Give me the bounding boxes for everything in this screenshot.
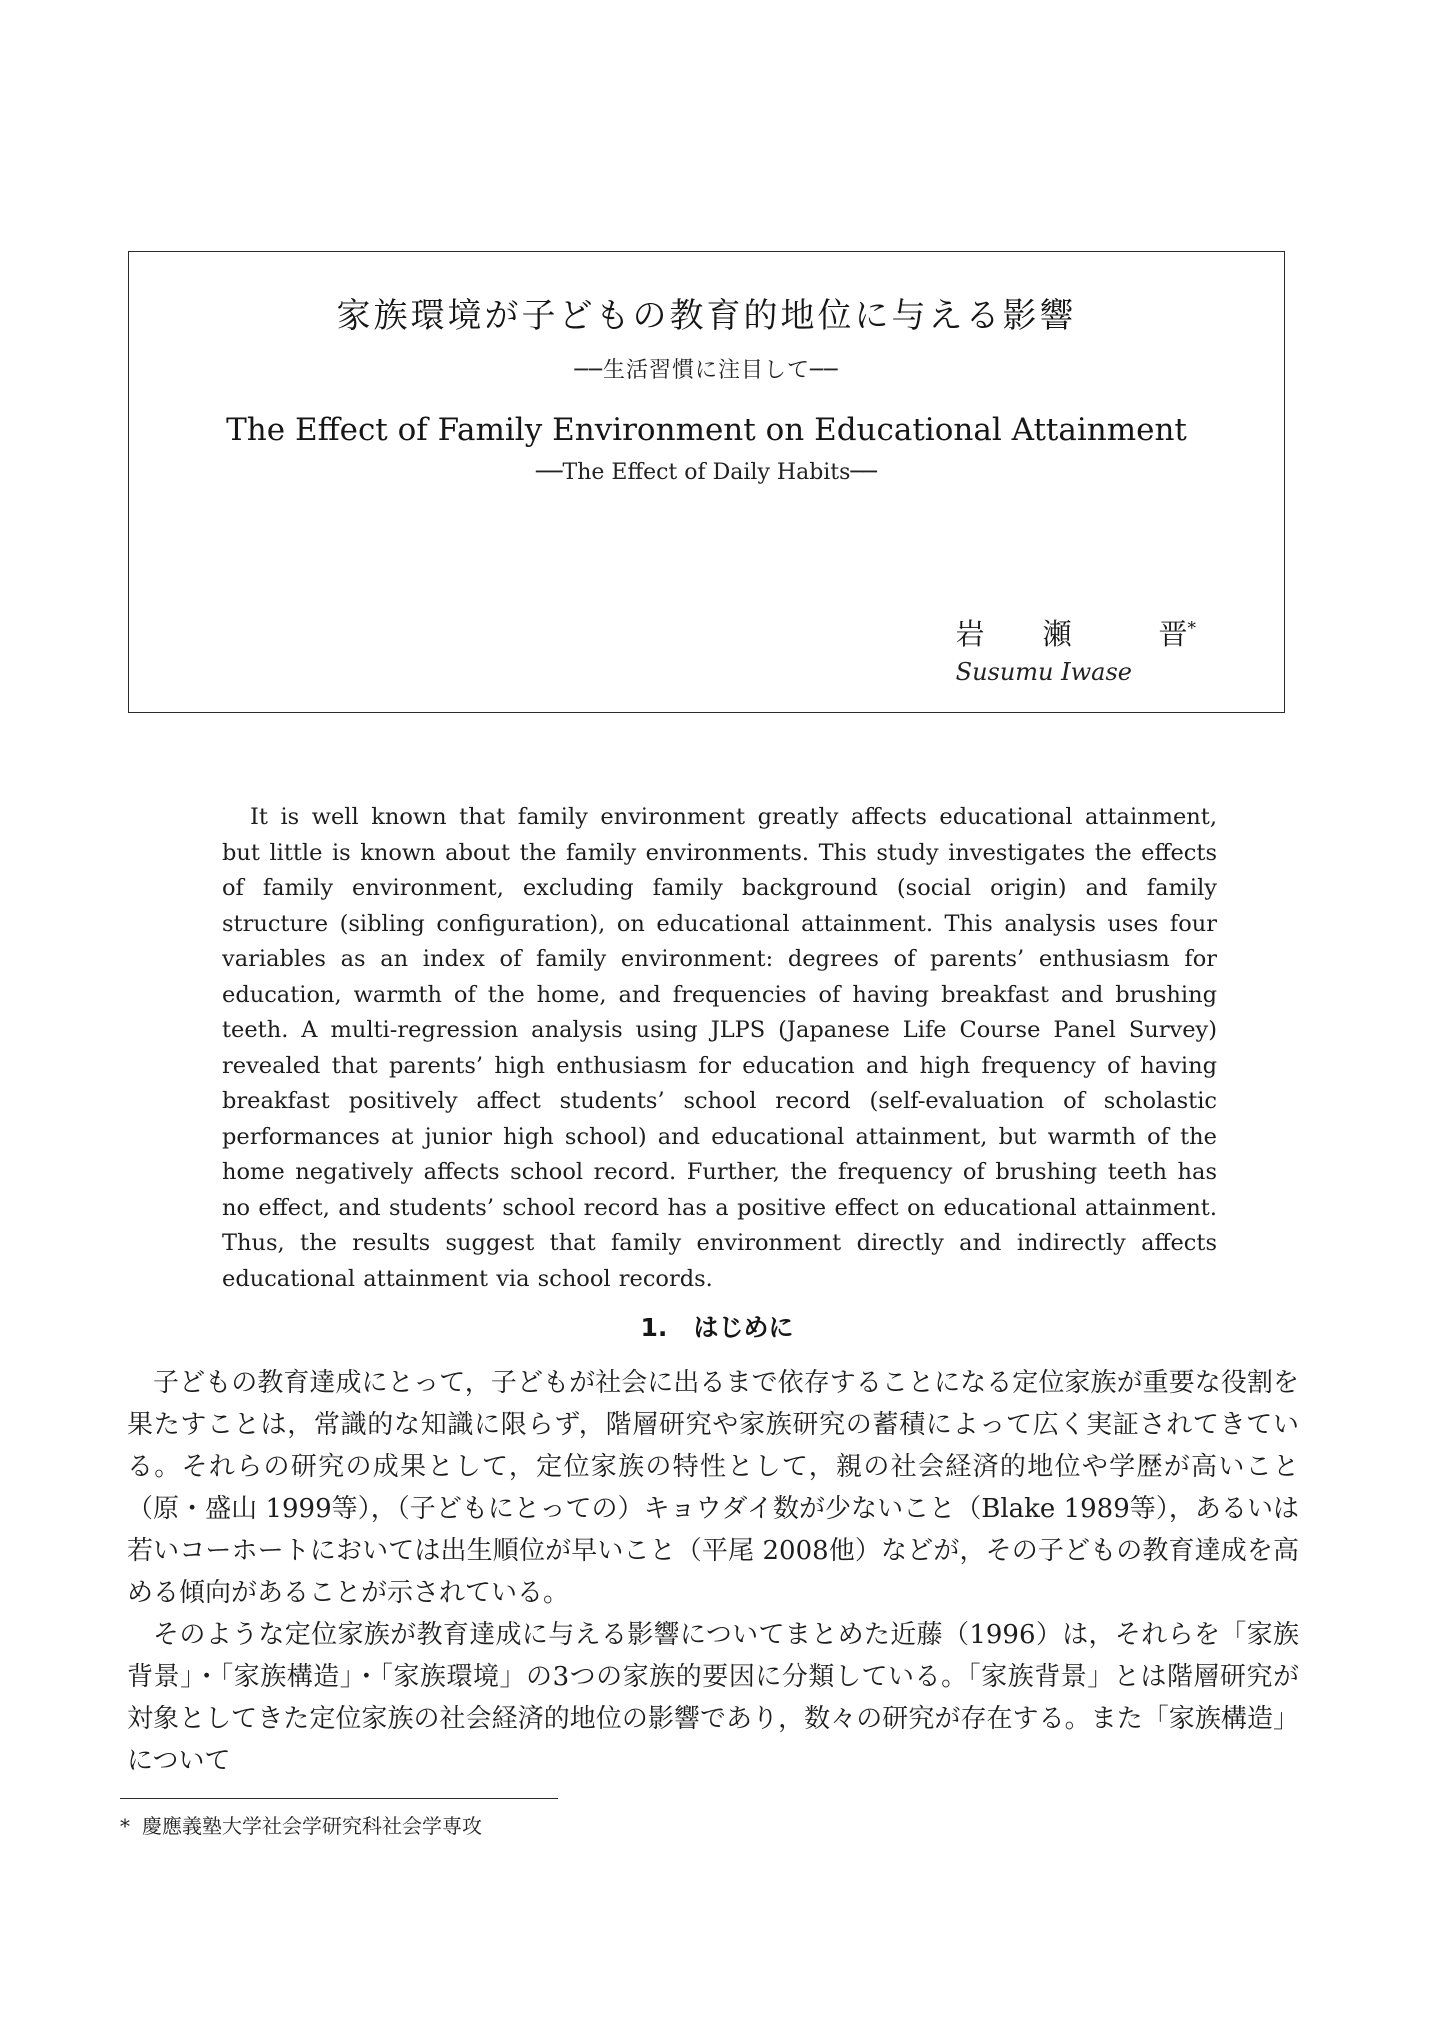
paper-subtitle-english: ──The Effect of Daily Habits── (536, 460, 877, 485)
body-text (127, 1362, 1299, 1782)
footnote-divider (120, 1798, 558, 1799)
paper-title-english: The Effect of Family Environment on Educational Attainment (226, 412, 1187, 448)
abstract-paragraph: It is well known that family environment greatly affects educational attainment, but little is known about the family environments. This study investigates the effects of family environment, excluding family background (social origin) and family structure (sibling configuration), on educational attainment. This analysis uses four variables as an index of family environment: degrees of parents’ enthusiasm for education, warmth of the home, and frequencies of having breakfast and brushing teeth. A multi-regression analysis using JLPS (Japanese Life Course Panel Survey) revealed that parents’ high enthusiasm for education and high frequency of having breakfast positively affect students’ school record (self-evaluation of scholastic performances at junior high school) and educational attainment, but warmth of the home negatively affects school record. Further, the frequency of brushing teeth has no effect, and students’ school record has a positive effect on educational attainment. Thus, the results suggest that family environment directly and indirectly affects educational attainment via school records. (222, 804, 1217, 1292)
paragraph-1: 子どもの教育達成にとって，子どもが社会に出るまで依存することになる定位家族が重要な役割を果たすことは，常識的な知識に限らず，階層研究や家族研究の蓄積によって広く実証されてきている。それらの研究の成果として，定位家族の特性として，親の社会経済的地位や学歴が高いこと（原・盛山 1999等），（子どもにとっての）キョウダイ数が少ないこと（Blake 1989等），あるいは若いコーホートにおいては出生順位が早いこと（平尾 2008他）などが，その子どもの教育達成を高める傾向があることが示されている。 (127, 1368, 1299, 1608)
author-name-japanese (955, 612, 1196, 653)
section-title: はじめに (693, 1313, 794, 1342)
footnote-text: 慶應義塾大学社会学研究科社会学専攻 (142, 1814, 482, 1838)
author-name-text: 岩 瀬 晋 (955, 617, 1188, 651)
author-name-english: Susumu Iwase (955, 658, 1132, 686)
section-number: 1. (640, 1313, 668, 1342)
footnote-marker: * (120, 1814, 130, 1838)
paper-title-japanese: 家族環境が子どもの教育的地位に与える影響 (336, 296, 1077, 336)
section-heading (0, 1308, 1434, 1344)
paragraph-2: そのような定位家族が教育達成に与える影響についてまとめた近藤（1996）は，それらを「家族背景」・「家族構造」・「家族環境」の3つの家族的要因に分類している。「家族背景」とは階層研究が対象としてきた定位家族の社会経済的地位の影響であり，数々の研究が存在する。また「家族構造」について (127, 1620, 1299, 1776)
author-footnote-marker: * (1187, 618, 1196, 639)
footnote (120, 1810, 1020, 1839)
title-box (128, 251, 1285, 713)
paper-subtitle-japanese: ──生活習慣に注目して── (574, 358, 839, 383)
